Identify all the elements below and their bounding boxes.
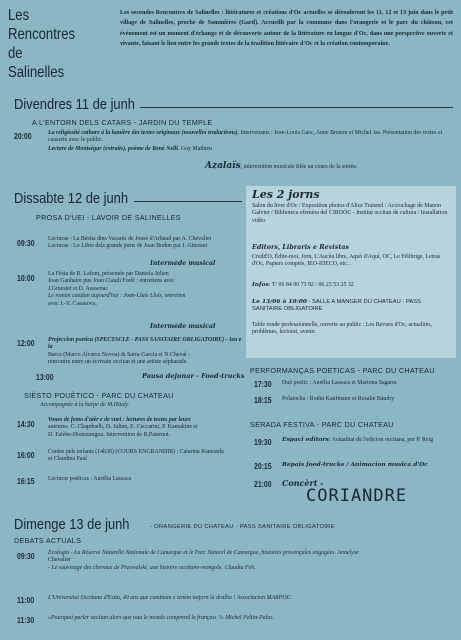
sunday-item-1100: L'Universitat Occitana d'Estiu, 40 ans que caminam e tenèm totjorn la dralha ! Associacion MARPOC. — [48, 595, 292, 601]
sunday-item-1130: «Pourquoi parler occitan alors que tout le monde comprend le français ?» Michel Feltin-Palas. — [48, 615, 274, 621]
friday-line2: Lecture de Montségur (extraits), poème de René Nelli. Guy Mathieu — [48, 146, 213, 152]
saturday-time-0930: 09:30 — [17, 238, 35, 248]
saturday-heading: Dissabte 12 de junh — [14, 190, 129, 207]
serada-time-2015: 20:15 — [254, 461, 272, 471]
sunday-time-1130: 11:30 — [17, 615, 35, 625]
serada-item-2015: Repais food-trucks / Animacion musica d'Oc — [282, 461, 428, 468]
page-title: Les Rencontres de Salinelles — [8, 7, 76, 81]
serada-heading: SERADA FESTIVA - PARC DU CHATEAU — [250, 420, 394, 429]
saturday-section-1: PROSA D'UEI - LAVOIR DE SALINELLES — [36, 213, 181, 222]
performances-heading: PERFORMANÇAS POETICAS - PARC DU CHATEAU — [250, 366, 435, 375]
serada-item-1930: Espaci editors: Actualitat de l'edicion occitana, per P. Reig — [282, 436, 434, 443]
sunday-heading: Dimenge 13 de junh — [14, 516, 130, 533]
friday-line1: La religiosité cathare à la lumière des textes originaux (nouvelles traductions). Intervenants : Jean-Louis Gasc, Anne Brenon et Michel Jas. Présentation des textes et causerie avec le public. — [48, 130, 443, 144]
musical-interlude: Intermède musical — [150, 323, 216, 330]
concert-label: Concèrt - — [282, 478, 324, 488]
divider — [140, 107, 453, 108]
sunday-time-0930: 09:30 — [17, 551, 35, 561]
box-heading: Les 2 jorns — [252, 188, 320, 201]
friday-music: Azalaïs, intervention musicale filée au cours de la soirée. — [205, 161, 358, 171]
serada-time-1930: 19:30 — [254, 437, 272, 447]
lunch-break: Pausa dejunar - Food-trucks — [142, 372, 245, 380]
saturday-time-1300: 13:00 — [36, 372, 54, 382]
perf-time-1730: 17:30 — [254, 379, 272, 389]
sunday-venue: - ORANGERIE DU CHATEAU - PASS SANITAIRE OBLIGATOIRE — [150, 524, 335, 530]
saturday-item-1200: Projeccion poetica (SPECTACLE - PASS SANITAIRE OBLIGATOIRE) - Ieu e la Barca (Marco Alvarez Novoa) & Sarra-Garcia et N.Cheval - rencontre entre un écrivain occitan et une artiste sépharade. — [48, 337, 242, 366]
saturday-time-1000: 10:00 — [17, 273, 35, 283]
sunday-time-1100: 11:00 — [17, 595, 35, 605]
table-text: Table ronde professionnelle, ouverte au public : Les Revues d'Oc, actualités, problèmes, lectorat, avenir. — [252, 322, 433, 336]
infos-line: Infos: T/ 06 84 90 73 92 / 06 23 53 25 32 — [252, 281, 354, 288]
saturday-time-1615: 16:15 — [17, 476, 35, 486]
editors-label: Editors, Libraris e Revistas — [252, 243, 350, 251]
friday-time: 20:00 — [14, 131, 32, 141]
intro-text: Les secondes Rencontres de Salinelles : littératures et créations d'Oc actuelles se dérouleront les 11, 12 et 13 juin dans le petit village de Salinelles, proche de Sommières (Gard). Accueilli par la commune dans l'orangerie et le parc du château, cet événement est un moment d'échange et de découverte autour de la littérature en langue d'Oc, dans une perspective ouverte et vivante, faisant le lien entre les grands textes de la tradition littéraire d'Oc et la création contemporaine. — [120, 10, 453, 48]
sunday-item-0930: Ecologia - La Réserve Naturelle Nationale de Camargue et le Parc Naturel de Camargue, histoires provençales engagées. Annelyse Chevalier - Le sauvetage des chevaux de Przewalski, une histoire occitano-mongole. Claudia Feh. — [48, 550, 359, 571]
saturday-section-2: SIÈSTO POUÈTICO - PARC DU CHATEAU — [24, 391, 174, 400]
box-text: Salon du livre d'Oc / Exposition photos d'Alice Traisnel / Accrochage de Manon Galvier / Biblioteca efemèra del CIRDÒC - Institut occitan de cultura / Installation vidèo — [252, 203, 448, 224]
table-section: Le 13/06 à 10:00 - SALLE A MANGER DU CHATEAU - PASS SANITAIRE OBLIGATOIRE — [252, 298, 421, 313]
serada-time-2100: 21:00 — [254, 479, 272, 489]
friday-heading: Divendres 11 de junh — [14, 96, 135, 113]
perf-item-1815: Polatocha : Rodin Kaufmann et Rosalie Baudry — [282, 396, 395, 402]
perf-item-1730: Duò poetic : Aurélia Lassaca et Mariona Sagarra — [282, 380, 397, 386]
saturday-item-0930: Lecturas - La Bèstia dins Vacarés de Jousè d'Arbaud par A. Chevalier Lecturas - Lo Libre dels grands jorns de Joan Bodon par J. Ginestet — [48, 236, 212, 250]
saturday-time-1200: 12:00 — [17, 338, 35, 348]
saturday-item-1600: Contes pels enfants (14h30) (COURS ENGRANDIR) : Catarina Ramonda et Claudina Paul — [48, 449, 224, 463]
concert-band: CORIANDRE — [306, 486, 408, 506]
friday-section: A L'ENTORN DELS CATARS - JARDIN DU TEMPLE — [32, 118, 213, 127]
sunday-section: DEBATS ACTUALS — [14, 536, 82, 545]
saturday-item-1430: Voues de femo d'aièr e de vuei : lectures de textes par leurs auteures. C. Chapduelh, D. Julien, E. Ceccarini, P. Kamakine et D. Estèbe-Hourstangou. Intervention de B.Paternot. — [48, 417, 198, 438]
divider — [134, 201, 242, 202]
perf-time-1815: 18:15 — [254, 395, 272, 405]
musical-interlude: Intermède musical — [150, 260, 216, 267]
saturday-item-1615: Lecturas poeticas : Aurélia Lassaca — [48, 476, 132, 482]
editors-list: Credd'O, Édite-moi, Jorn, L'Aucèu libre, Aquò d'Aquí, OC, Le Félibrige, Letras d'Oc, Papiers comptés, IEO-IDECO, etc... — [252, 254, 441, 268]
saturday-section-2-sub: Accompagnée à la harpe de M.Hitaly — [40, 402, 129, 408]
saturday-time-1600: 16:00 — [17, 450, 35, 460]
saturday-time-1430: 14:30 — [17, 419, 35, 429]
saturday-item-1000: La Fèsta de R. Lafont, présentée par Daniela Julien Joan Ganhaire pus Joan Claudi Forêt : entretiens avec J.Ginestet et D. Aussenac Le roman catalan aujourd'hui : Joan-Lluís Lluís, entretien avec J.-Y. Casanova. — [48, 271, 186, 307]
